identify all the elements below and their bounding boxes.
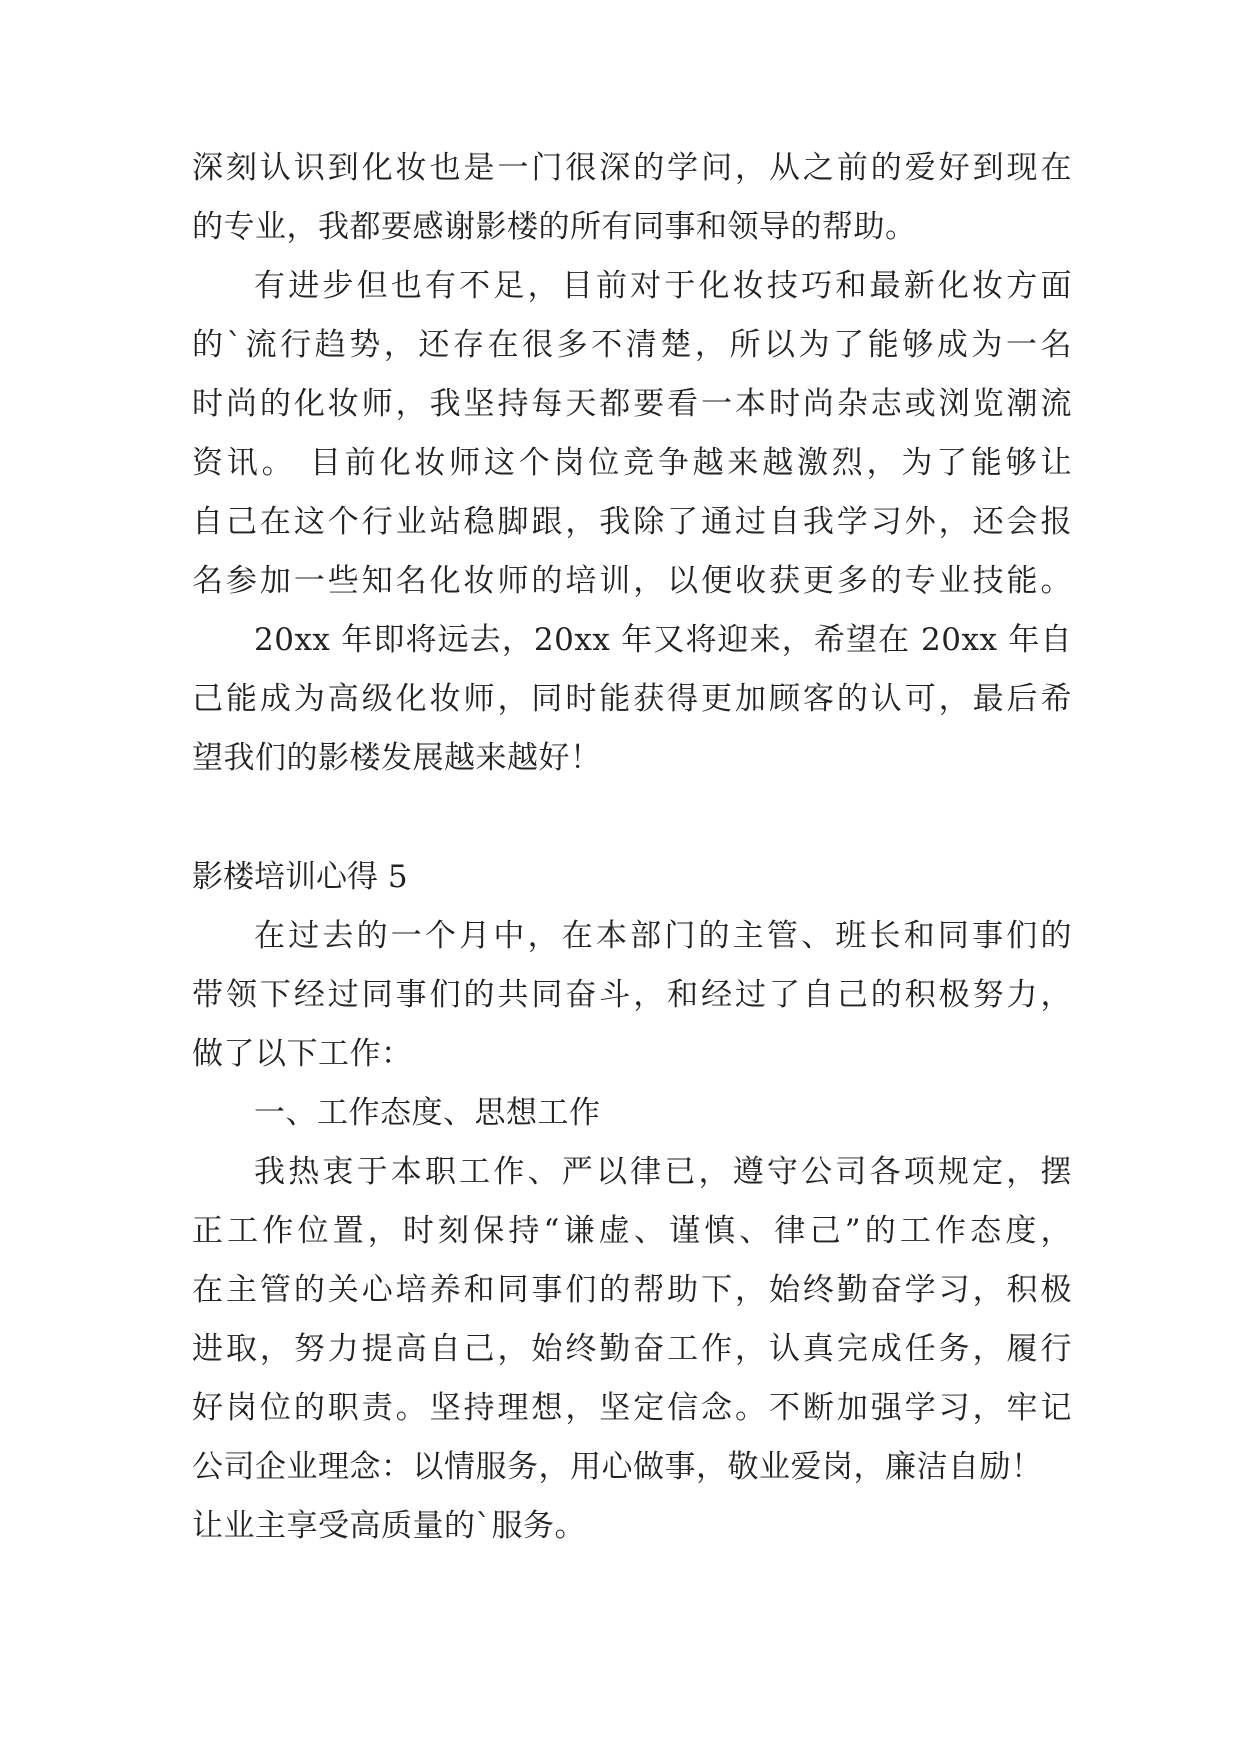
paragraph-line: 的专业，我都要感谢影楼的所有同事和领导的帮助。 (192, 209, 917, 245)
paragraph-line: 做了以下工作： (192, 1036, 413, 1072)
paragraph-line: 名参加一些知名化妆师的培训，以便收获更多的专业技能。 (192, 563, 1072, 599)
paragraph-line: 时尚的化妆师，我坚持每天都要看一本时尚杂志或浏览潮流 (192, 386, 1072, 422)
subheading-line: 一、工作态度、思想工作 (254, 1095, 601, 1131)
paragraph-line: 在过去的一个月中，在本部门的主管、班长和同事们的 (254, 918, 1072, 954)
paragraph-line: 公司企业理念：以情服务，用心做事，敬业爱岗，廉洁自励！ (192, 1449, 1043, 1485)
paragraph-line: 望我们的影楼发展越来越好！ (192, 740, 602, 776)
paragraph-line: 深刻认识到化妆也是一门很深的学问，从之前的爱好到现在 (192, 150, 1072, 186)
paragraph-line: 正工作位置，时刻保持“谦虚、谨慎、律己”的工作态度， (192, 1213, 1072, 1249)
paragraph-line: 带领下经过同事们的共同奋斗，和经过了自己的积极努力， (192, 977, 1072, 1013)
section-heading: 影楼培训心得 5 (192, 859, 408, 895)
paragraph-line: 自己在这个行业站稳脚跟，我除了通过自我学习外，还会报 (192, 504, 1072, 540)
paragraph-line: 的`流行趋势，还存在很多不清楚，所以为了能够成为一名 (192, 327, 1072, 363)
paragraph-line: 好岗位的职责。坚持理想，坚定信念。不断加强学习，牢记 (192, 1390, 1072, 1426)
paragraph-line: 进取，努力提高自己，始终勤奋工作，认真完成任务，履行 (192, 1331, 1072, 1367)
paragraph-line: 己能成为高级化妆师，同时能获得更加顾客的认可，最后希 (192, 681, 1072, 717)
paragraph-line: 20xx 年即将远去，20xx 年又将迎来，希望在 20xx 年自 (254, 622, 1072, 658)
paragraph-line: 我热衷于本职工作、严以律已，遵守公司各项规定，摆 (254, 1154, 1072, 1190)
paragraph-line: 在主管的关心培养和同事们的帮助下，始终勤奋学习，积极 (192, 1272, 1072, 1308)
paragraph-line: 让业主享受高质量的`服务。 (192, 1508, 586, 1544)
paragraph-line: 有进步但也有不足，目前对于化妆技巧和最新化妆方面 (254, 268, 1072, 304)
paragraph-line: 资讯。 目前化妆师这个岗位竞争越来越激烈，为了能够让 (192, 445, 1072, 481)
